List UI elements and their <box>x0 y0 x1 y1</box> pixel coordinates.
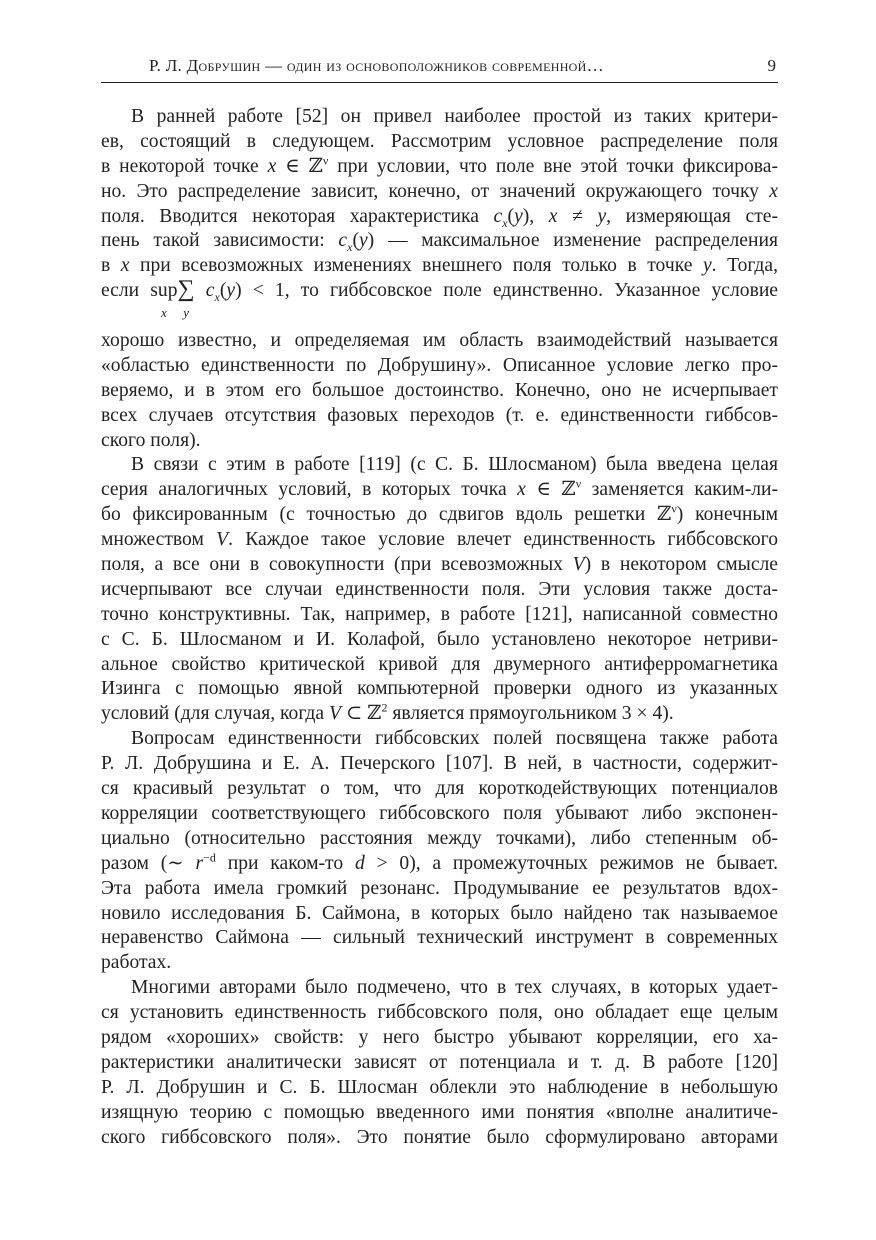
paragraph <box>101 453 778 727</box>
math-symbol: V <box>216 529 229 551</box>
text-run: всех случаев отсутствия фазовых переходов (т. е. единственности гиббсов- <box>101 404 778 426</box>
text-run: в некоторой точке <box>101 155 268 177</box>
text-run: Р. Л. Добрушин и С. Б. Шлосман облекли это наблюдение в небольшую <box>101 1076 778 1098</box>
text-line <box>101 802 778 827</box>
text-run: «областью единственности по Добрушину». Описанное условие легко про- <box>101 354 778 376</box>
math-symbol: x <box>769 180 778 202</box>
text-run: ∈ ℤ <box>276 155 323 177</box>
text-run: рактеристики аналитически зависят от потенциала и т. д. В работе [120] <box>101 1051 778 1073</box>
math-symbol: c <box>493 205 503 227</box>
text-line <box>101 752 778 777</box>
text-run: . Каждое такое условие влечет единственность гиббсовского <box>228 529 778 551</box>
superscript: 2 <box>381 700 388 715</box>
text-line <box>101 902 778 927</box>
text-line <box>101 553 778 578</box>
text-line <box>101 205 778 230</box>
page-number: 9 <box>767 56 776 75</box>
text-run: при каком-то <box>215 852 355 874</box>
operator-index: x <box>161 305 167 321</box>
text-run: ( <box>507 205 515 227</box>
text-run: ) < 1, то гиббсовское поле единственно. Указанное условие <box>235 280 779 302</box>
text-line <box>101 1126 778 1151</box>
text-line <box>101 727 778 752</box>
superscript: −d <box>203 850 216 865</box>
operator-index: y <box>183 305 189 321</box>
text-run: Многими авторами было подмечено, что в тех случаях, в которых удает- <box>131 977 778 999</box>
text-run: ев, состоящий в следующем. Рассмотрим условное распределение поля <box>101 130 778 152</box>
text-run: неравенство Саймона — сильный технический инструмент в современных <box>101 927 778 949</box>
text-line <box>101 105 778 130</box>
text-run: В связи с этим в работе [119] (с С. Б. Шлосманом) была введена целая <box>131 454 778 476</box>
math-symbol: y <box>226 280 236 302</box>
text-line <box>101 329 778 354</box>
subscript: x <box>502 215 508 230</box>
text-line <box>101 1026 778 1051</box>
text-line <box>101 404 778 429</box>
text-line <box>101 877 778 902</box>
text-line <box>101 1001 778 1026</box>
text-line <box>101 180 778 205</box>
text-line <box>101 1101 778 1126</box>
text-run: новило исследования Б. Саймона, в которых было найдено так называемое <box>101 902 778 924</box>
text-run: веряемо, и в этом его большое достоинство. Конечно, оно не исчерпывает <box>101 379 778 401</box>
text-run: в <box>101 255 121 277</box>
text-run: альное свойство критической кривой для двумерного антиферромагнетика <box>101 653 778 675</box>
text-run: ( <box>219 280 227 302</box>
text-line <box>101 926 778 951</box>
sum-operator <box>177 276 195 321</box>
math-symbol: x <box>267 155 277 177</box>
math-symbol: d <box>354 852 365 874</box>
text-line <box>101 951 778 976</box>
text-run: является прямоугольником 3 × 4). <box>387 703 674 725</box>
text-line <box>101 254 778 279</box>
text-run: ( <box>352 230 359 252</box>
text-run: ского поля). <box>101 429 201 451</box>
text-run: хорошо известно, и определяемая им область взаимодействий называется <box>101 330 778 352</box>
subscript: x <box>347 240 353 255</box>
operator-symbol: ∑ <box>177 276 195 303</box>
text-line <box>101 276 779 321</box>
text-line <box>101 702 778 727</box>
text-run: ского гиббсовского поля». Это понятие было сформулировано авторами <box>101 1126 778 1148</box>
text-line <box>101 827 778 852</box>
text-run: заменяется каким-ли- <box>581 479 779 501</box>
text-line <box>101 1051 778 1076</box>
text-line <box>101 852 778 877</box>
math-symbol: y <box>702 255 712 277</box>
text-run <box>195 280 206 301</box>
paragraph <box>101 976 778 1150</box>
text-run: бо фиксированным (с точностью до сдвигов вдоль решетки ℤ <box>101 504 672 526</box>
text-line <box>101 478 778 503</box>
text-run: ) — максимальное изменение распределения <box>367 230 778 252</box>
superscript: ν <box>575 476 582 491</box>
text-run: ⊂ ℤ <box>340 703 382 725</box>
text-run: корреляции соответствующего гиббсовского поля убывают либо экспонен- <box>101 802 778 824</box>
superscript: ν <box>671 501 677 516</box>
subscript: x <box>214 290 220 305</box>
text-run: поля. Вводится некоторая характеристика <box>101 205 494 227</box>
text-run: множеством <box>101 529 217 551</box>
math-symbol: x <box>548 205 558 227</box>
text-line <box>101 976 778 1001</box>
text-line <box>101 429 778 454</box>
math-symbol: V <box>328 703 341 725</box>
text-line <box>101 677 778 702</box>
paragraph <box>101 727 778 976</box>
math-symbol: y <box>514 205 523 227</box>
text-run: ) конечным <box>676 504 778 526</box>
text-run: циально (относительно расстояния между точками), либо степенным об- <box>101 827 778 849</box>
text-run: условий (для случая, когда <box>101 703 329 725</box>
text-line <box>101 379 778 404</box>
text-run: ся красивый результат о том, что для короткодействующих потенциалов <box>101 778 778 800</box>
text-run: исчерпывают все случаи единственности поля. Эти условия также доста- <box>101 578 778 600</box>
sup-operator <box>150 279 178 321</box>
text-line <box>101 503 778 528</box>
text-line <box>101 528 778 553</box>
text-run: . Тогда, <box>711 255 778 277</box>
text-run: Вопросам единственности гиббсовских полей посвящена также работа <box>131 728 778 750</box>
math-symbol: x <box>120 255 130 277</box>
text-line <box>101 354 778 379</box>
superscript: ν <box>322 153 329 168</box>
text-run: разом (∼ <box>101 852 196 874</box>
text-run: В ранней работе [52] он привел наиболее простой из таких критери- <box>131 106 778 127</box>
math-symbol: y <box>358 230 368 252</box>
text-run: рядом «хороших» свойств: у него быстро убывают корреляции, его ха- <box>101 1026 778 1048</box>
body-text <box>101 105 778 1150</box>
text-run: Р. Л. Добрушина и Е. А. Печерского [107]. В ней, в частности, содержит- <box>101 753 778 775</box>
text-run: ≠ <box>557 205 598 227</box>
text-line <box>101 130 778 155</box>
text-run: поля, а все они в совокупности (при всевозможных <box>101 554 573 576</box>
math-symbol: V <box>572 554 585 576</box>
text-line <box>101 603 778 628</box>
running-header <box>101 54 778 83</box>
text-run: если <box>101 280 151 302</box>
text-line <box>101 155 778 180</box>
text-run: серия аналогичных условий, в которых точка <box>101 479 518 501</box>
running-title: Р. Л. Добрушин — один из основоположников современной… <box>149 56 604 75</box>
text-run: с С. Б. Шлосманом и И. Колафой, было установлено некоторое нетриви- <box>101 628 778 650</box>
paragraph <box>101 105 778 453</box>
text-run: при всевозможных изменениях внешнего поля только в точке <box>129 255 703 277</box>
math-symbol: r <box>195 852 204 874</box>
text-run: ся установить единственность гиббсовского поля, оно обладает еще целым <box>101 1002 778 1024</box>
text-run: при условии, что поле вне этой точки фиксирова- <box>328 155 778 177</box>
math-symbol: x <box>517 479 526 501</box>
text-run: изящную теорию с помощью введенного ими понятия «вполне аналитиче- <box>101 1101 778 1123</box>
math-symbol: y <box>597 205 607 227</box>
text-line <box>101 628 778 653</box>
text-run: работах. <box>101 952 172 974</box>
text-line <box>101 1076 778 1101</box>
text-run: Изинга с помощью явной компьютерной проверки одного из указанных <box>101 678 778 700</box>
text-run: ), <box>522 205 549 227</box>
text-run: пень такой зависимости: <box>101 230 339 252</box>
text-run: но. Это распределение зависит, конечно, от значений окружающего точку <box>101 180 770 202</box>
text-run: , измеряющая сте- <box>606 205 778 227</box>
text-run: точно конструктивны. Так, например, в работе [121], написанной совместно <box>101 603 778 625</box>
text-line <box>101 453 778 478</box>
math-symbol: c <box>205 280 215 302</box>
text-run: Эта работа имела громкий резонанс. Продумывание ее результатов вдох- <box>101 877 778 899</box>
text-line <box>101 777 778 802</box>
operator-symbol: sup <box>150 280 178 302</box>
text-run: ∈ ℤ <box>525 479 576 501</box>
math-symbol: c <box>338 230 348 252</box>
text-line <box>101 578 778 603</box>
text-line <box>101 229 778 254</box>
text-run: ) в некотором смысле <box>584 554 778 576</box>
text-run: > 0), а промежуточных режимов не бывает. <box>364 852 778 874</box>
text-line <box>101 653 778 678</box>
